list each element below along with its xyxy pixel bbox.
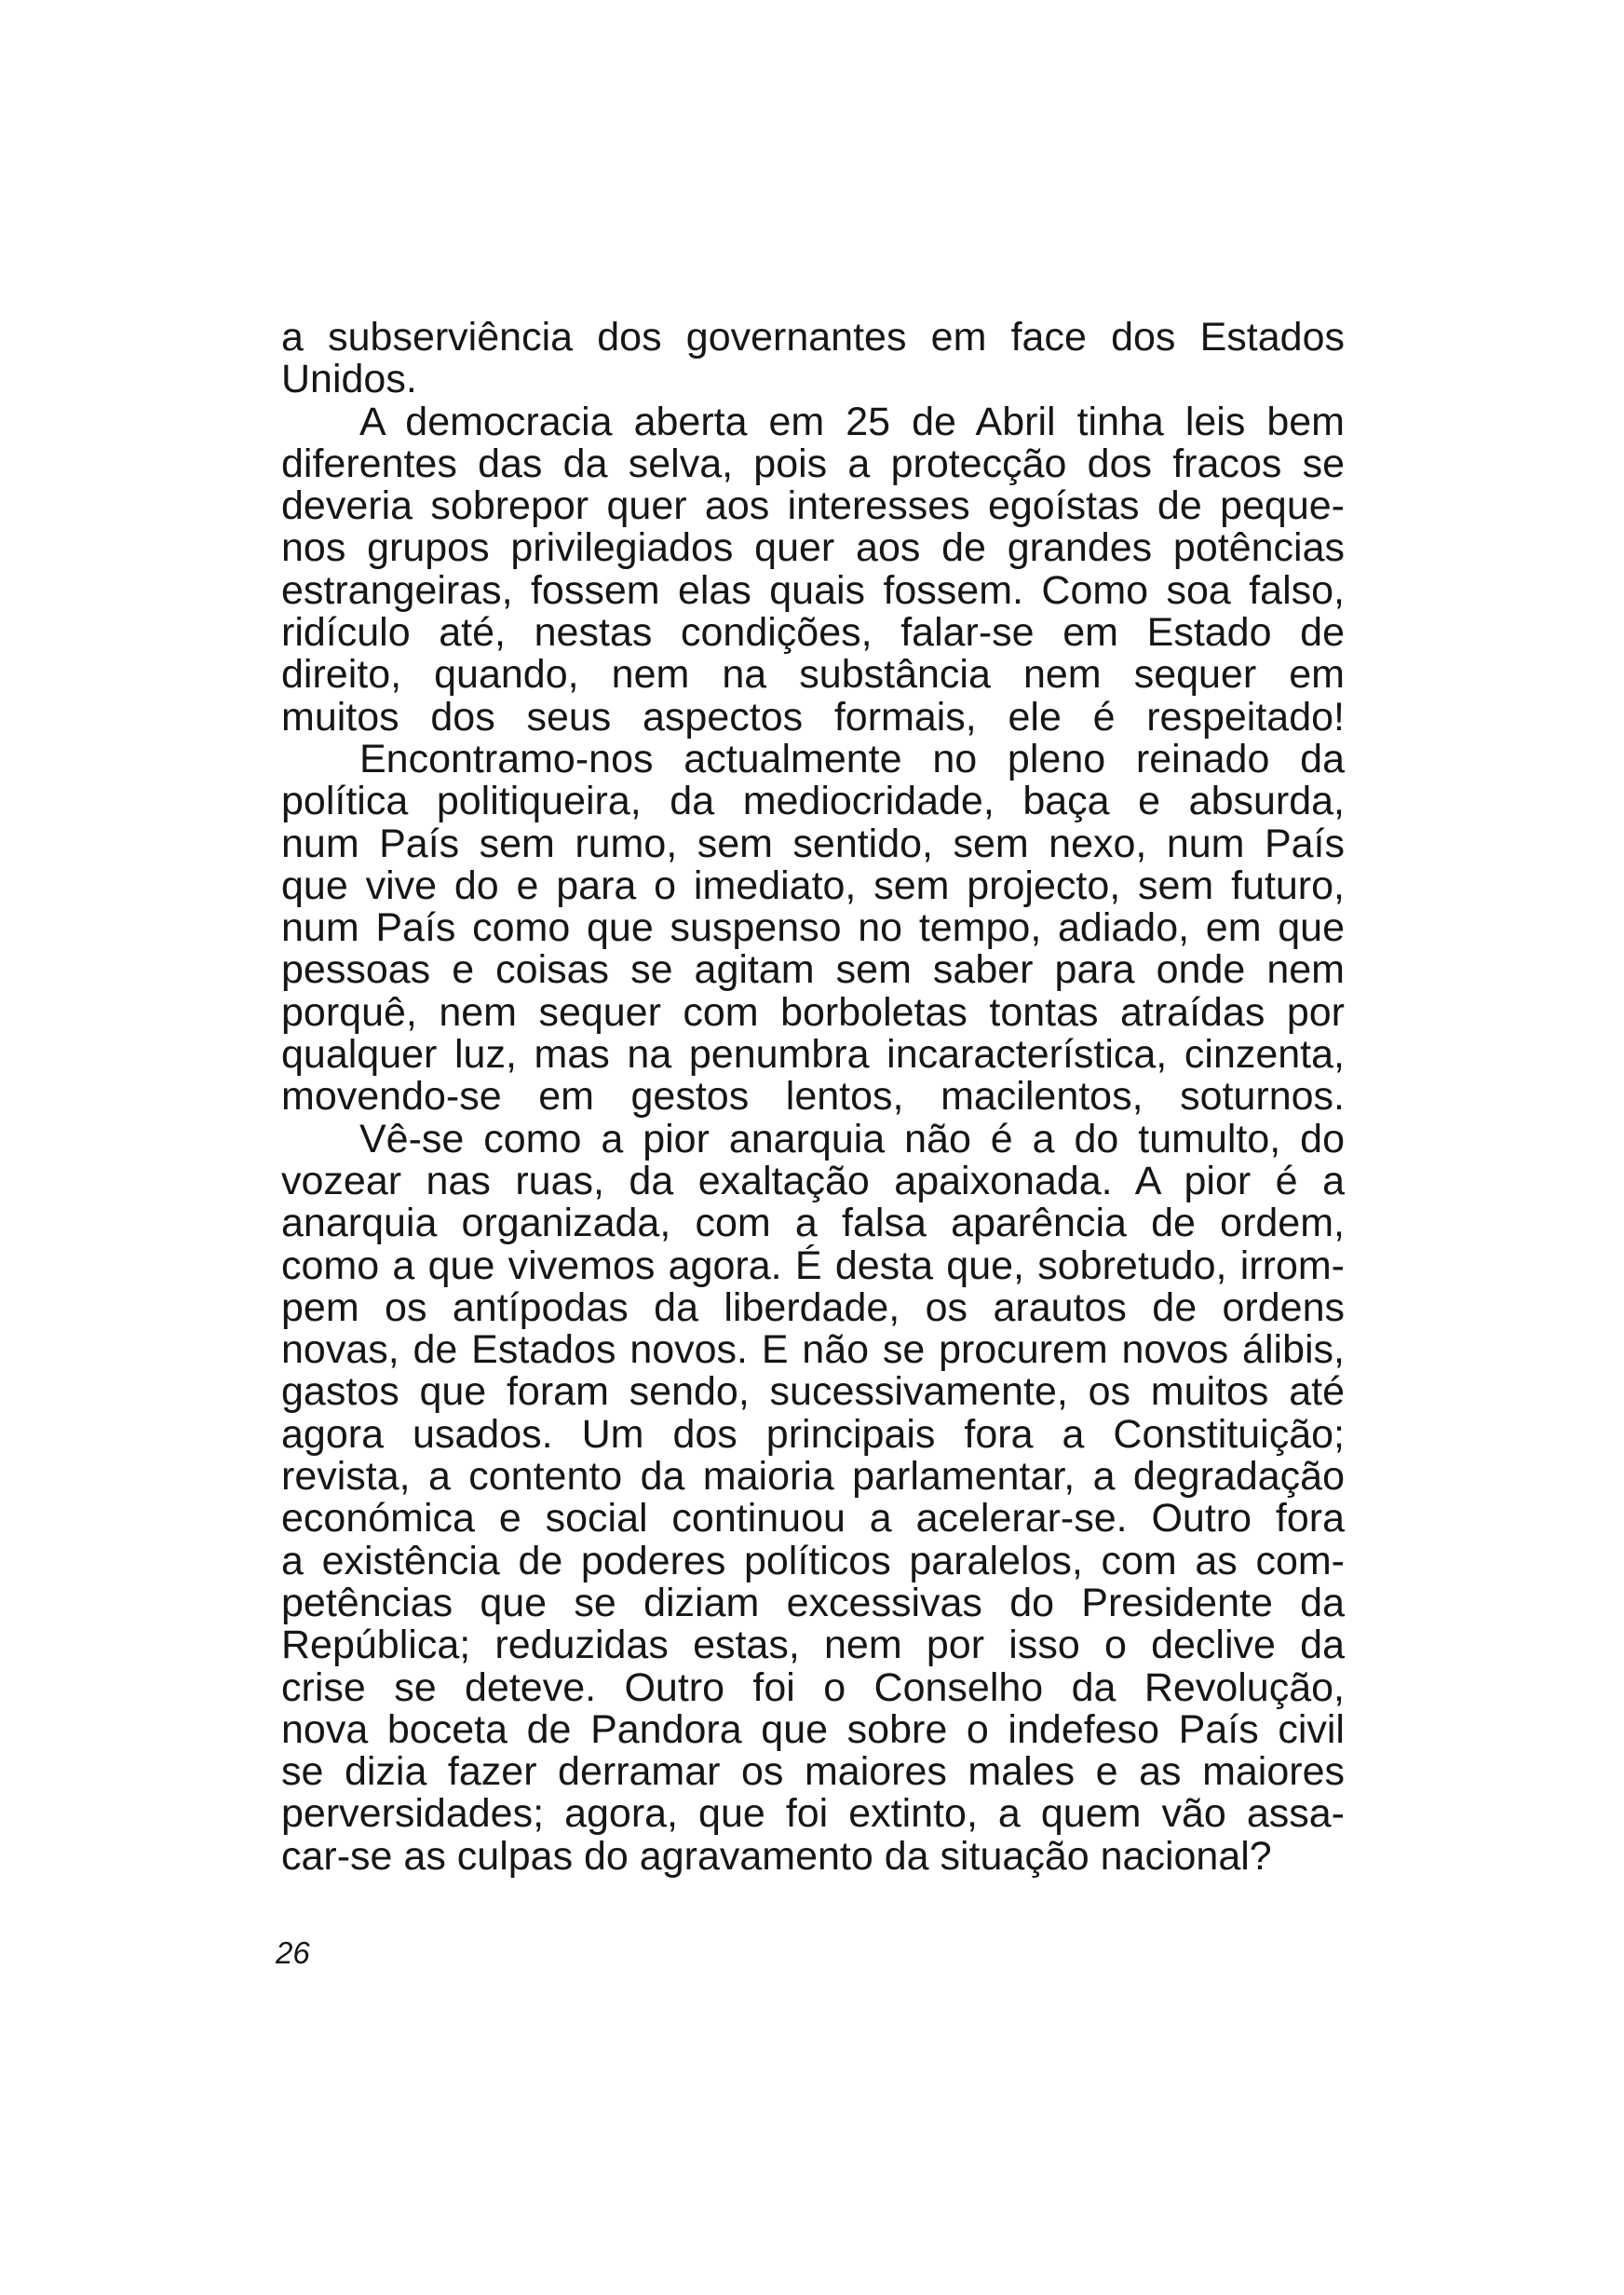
text-line: gastos que foram sendo, sucessivamente, os muitos até	[281, 1369, 1345, 1415]
text-line: Vê-se como a pior anarquia não é a do tumulto, do	[359, 1116, 1345, 1161]
text-line: República; reduzidas estas, nem por isso o declive da	[281, 1623, 1345, 1668]
text-line: ridículo até, nestas condições, falar-se em Estado de	[281, 610, 1345, 656]
text-line: num País sem rumo, sem sentido, sem nexo, num País	[281, 821, 1345, 866]
text-line: Encontramo-nos actualmente no pleno reinado da	[359, 736, 1345, 781]
text-line: nos grupos privilegiados quer aos de grandes potências	[281, 525, 1345, 571]
text-line: como a que vivemos agora. É desta que, sobretudo, irrom-	[281, 1243, 1345, 1288]
text-line: diferentes das da selva, pois a protecção dos fracos se	[281, 441, 1345, 486]
page-number: 26	[276, 1935, 310, 1970]
text-line: car-se as culpas do agravamento da situação nacional?	[281, 1833, 1272, 1879]
text-line: num País como que suspenso no tempo, adiado, em que	[281, 905, 1345, 951]
text-line: pessoas e coisas se agitam sem saber para onde nem	[281, 947, 1345, 993]
text-line: anarquia organizada, com a falsa aparência de ordem,	[281, 1201, 1345, 1246]
text-line: deveria sobrepor quer aos interesses egoístas de peque-	[281, 483, 1345, 529]
text-line: estrangeiras, fossem elas quais fossem. Como soa falso,	[281, 567, 1345, 613]
text-line: a subserviência dos governantes em face dos Estados	[281, 315, 1345, 360]
text-line: direito, quando, nem na substância nem sequer em	[281, 652, 1345, 698]
text-line: Unidos.	[281, 357, 417, 402]
text-line: agora usados. Um dos principais fora a Constituição;	[281, 1411, 1345, 1457]
text-line: vozear nas ruas, da exaltação apaixonada. A pior é a	[281, 1158, 1345, 1203]
text-line: muitos dos seus aspectos formais, ele é respeitado!	[281, 694, 1345, 740]
text-line: novas, de Estados novos. E não se procurem novos álibis,	[281, 1327, 1345, 1373]
text-line: porquê, nem sequer com borboletas tontas atraídas por	[281, 989, 1345, 1035]
text-line: económica e social continuou a acelerar-se. Outro fora	[281, 1496, 1345, 1541]
text-line: política politiqueira, da mediocridade, baça e absurda,	[281, 779, 1345, 824]
text-line: que vive do e para o imediato, sem projecto, sem futuro,	[281, 862, 1345, 908]
text-line: a existência de poderes políticos paralelos, com as com-	[281, 1538, 1345, 1583]
text-line: qualquer luz, mas na penumbra incaracterística, cinzenta,	[281, 1032, 1345, 1078]
text-line: nova boceta de Pandora que sobre o indefeso País civil	[281, 1706, 1345, 1752]
text-line: petências que se diziam excessivas do Presidente da	[281, 1580, 1345, 1625]
text-line: crise se deteve. Outro foi o Conselho da Revolução,	[281, 1664, 1345, 1710]
text-line: A democracia aberta em 25 de Abril tinha leis bem	[359, 399, 1345, 444]
text-line: pem os antípodas da liberdade, os arautos de ordens	[281, 1284, 1345, 1330]
text-line: perversidades; agora, que foi extinto, a quem vão assa-	[281, 1791, 1345, 1837]
text-line: se dizia fazer derramar os maiores males e as maiores	[281, 1749, 1345, 1795]
body-text	[281, 317, 1345, 1878]
text-line: revista, a contento da maioria parlamentar, a degradação	[281, 1454, 1345, 1500]
text-line: movendo-se em gestos lentos, macilentos, soturnos.	[281, 1074, 1345, 1120]
